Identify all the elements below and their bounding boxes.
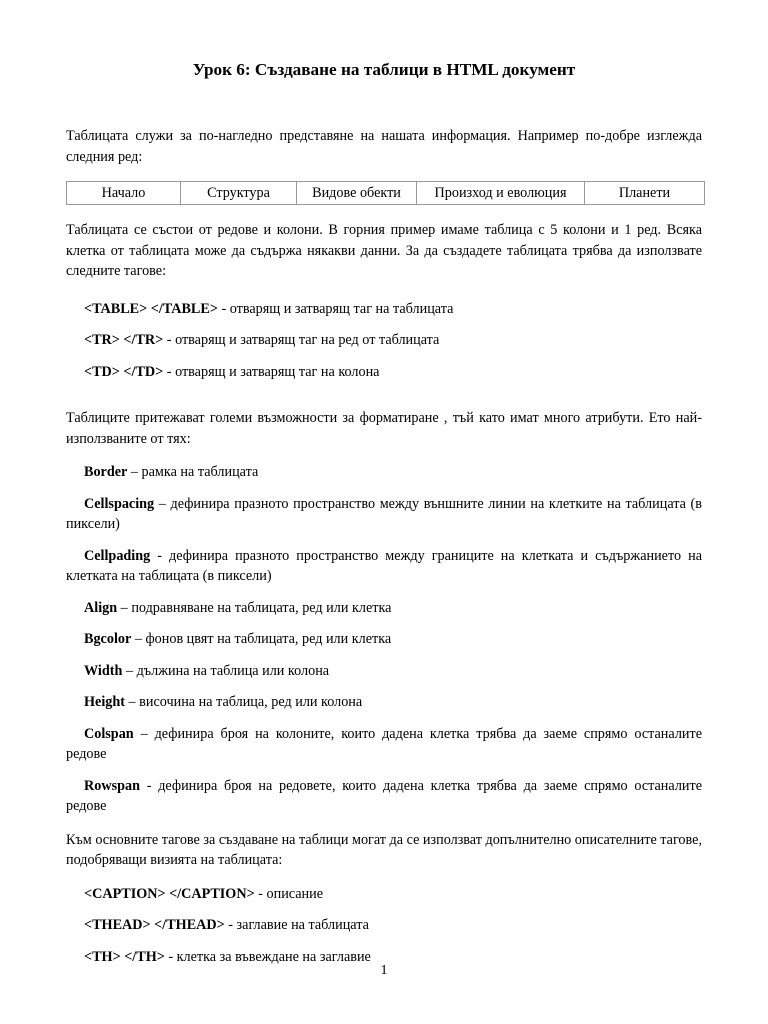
tag-name: <TABLE> </TABLE>: [84, 300, 218, 317]
page-title: Урок 6: Създаване на таблици в HTML документ: [192, 60, 576, 79]
attribute-name: Bgcolor: [84, 631, 132, 647]
tag-description: - отварящ и затварящ таг на ред от таблицата: [163, 332, 440, 348]
attribute-description: - дефинира празното пространство между границите на клетката и съдържанието на клетката на таблицата (в пиксели): [66, 547, 702, 584]
tag-name: <TD> </TD>: [84, 363, 164, 380]
attribute-name: Width: [84, 662, 123, 679]
attribute-name: Cellpading: [84, 547, 151, 564]
attribute-name: Cellspacing: [84, 495, 155, 512]
attribute-item: [66, 546, 702, 587]
attribute-name: Border: [84, 464, 128, 480]
attribute-item: [66, 724, 702, 765]
intro-paragraph: Таблицата служи за по-нагледно представяне на нашата информация. Например по-добре изглежда следния ред:: [66, 128, 702, 165]
attribute-name: Align: [84, 599, 118, 616]
attribute-name: Colspan: [84, 725, 134, 742]
table-description: Таблицата се състои от редове и колони. В горния пример имаме таблица с 5 колони и 1 ред. Всяка клетка от таблицата може да съдържа някакви данни. За да създадете таблицата трябва да използвате следните тагове:: [66, 222, 702, 279]
tag-description: - описание: [254, 885, 324, 902]
attribute-item: [66, 494, 702, 535]
tag-item: [66, 362, 702, 383]
tag-description: - отварящ и затварящ таг на таблицата: [217, 300, 454, 317]
tag-description: - заглавие на таблицата: [224, 917, 369, 933]
table-cell: Произход и еволюция: [417, 182, 585, 205]
attribute-description: – фонов цвят на таблицата, ред или клетка: [131, 631, 392, 647]
attribute-item: [66, 598, 702, 619]
extra-tag-item: [66, 915, 702, 936]
attributes-intro: Таблиците притежават големи възможности за форматиране , тъй като имат много атрибути. Ето най-използваните от тях:: [66, 410, 702, 447]
table-cell: Начало: [67, 182, 181, 205]
tag-item: [66, 299, 702, 320]
document-page: [66, 58, 702, 967]
example-table: [66, 181, 705, 205]
tag-name: <THEAD> </THEAD>: [84, 917, 225, 933]
attribute-item: [66, 692, 702, 713]
tag-name: <TH> </TH>: [84, 948, 165, 965]
extra-tag-item: [66, 884, 702, 905]
table-row: [67, 182, 705, 205]
attribute-name: Height: [84, 694, 125, 710]
attribute-item: [66, 629, 702, 650]
attribute-description: – подравняване на таблицата, ред или клетка: [117, 599, 392, 616]
attribute-description: – дефинира празното пространство между външните линии на клетките на таблицата (в пиксели): [66, 495, 702, 532]
tag-name: <TR> </TR>: [84, 332, 164, 348]
attribute-description: – дължина на таблица или колона: [122, 662, 330, 679]
attribute-name: Rowspan: [84, 777, 140, 794]
table-cell: Структура: [181, 182, 297, 205]
attribute-description: – дефинира броя на колоните, които дадена клетка трябва да заеме спрямо останалите редове: [66, 725, 702, 762]
attribute-description: – рамка на таблицата: [127, 464, 259, 480]
tag-item: [66, 330, 702, 351]
attribute-description: – височина на таблица, ред или колона: [124, 694, 363, 710]
attribute-item: [66, 462, 702, 483]
attribute-item: [66, 661, 702, 682]
attribute-item: [66, 776, 702, 817]
attribute-description: - дефинира броя на редовете, които дадена клетка трябва да заеме спрямо останалите редове: [66, 777, 702, 814]
tag-name: <CAPTION> </CAPTION>: [84, 885, 255, 902]
tag-description: - клетка за въвеждане на заглавие: [164, 948, 371, 965]
extra-tags-intro: Към основните тагове за създаване на таблици могат да се използват допълнително описателните тагове, подобряващи визията на таблицата:: [66, 831, 702, 868]
tag-description: - отварящ и затварящ таг на колона: [163, 363, 380, 380]
page-number: 1: [380, 963, 388, 978]
table-cell: Планети: [585, 182, 705, 205]
table-cell: Видове обекти: [297, 182, 417, 205]
